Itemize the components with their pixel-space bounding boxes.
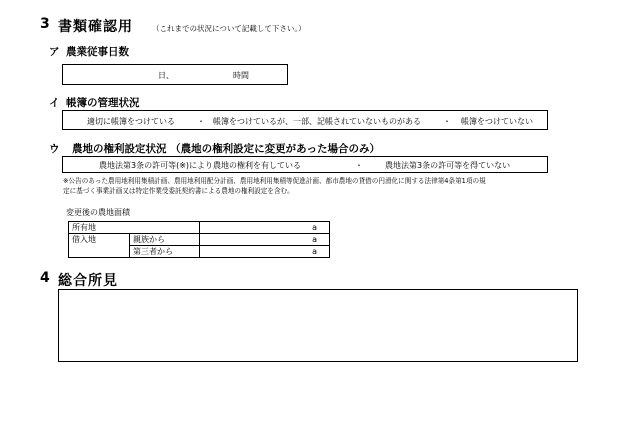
land-rights-box [62,156,548,173]
ledger-option-partial[interactable]: 帳簿をつけているが、一部、記帳されていないものがある [213,117,421,126]
owned-label: 所有地 [69,222,200,234]
days-unit: 日、 [158,71,174,80]
from-third-label: 第三者から [130,246,200,258]
third-unit: a [312,247,317,256]
rights-option-permitted[interactable]: 農地法第3条の許可等(※)により農地の権利を有している [99,161,302,170]
rights-footnote-line2: 定に基づく事業計画又は特定作業受委託契約書による農地の権利設定を含む。 [63,187,294,195]
section4-title: 総合所見 [58,273,118,289]
area-table-caption: 変更後の農地面積 [66,208,130,217]
farming-days-field[interactable] [62,64,288,85]
ledger-status-box [62,110,548,130]
part-a-label: ア [49,46,60,58]
ledger-option-none[interactable]: 帳簿をつけていない [461,117,533,126]
family-area-field[interactable] [200,234,330,246]
section3-note: （これまでの状況について記載して下さい。） [152,24,306,33]
part-u-title: 農地の権利設定状況 （農地の権利設定に変更があった場合のみ） [72,143,381,155]
ledger-separator-2: ・ [443,117,451,126]
section4-number: 4 [40,270,51,286]
owned-area-field[interactable] [200,222,330,234]
leased-label: 借入地 [69,234,130,258]
hours-unit: 時間 [233,71,249,80]
from-family-label: 親族から [130,234,200,246]
part-u-label: ウ [49,143,60,155]
rights-option-not-permitted[interactable]: 農地法第3条の許可等を得ていない [385,161,511,170]
overall-remarks-field[interactable] [58,289,578,362]
section3-title: 書類確認用 [58,19,133,35]
part-a-title: 農業従事日数 [66,46,129,58]
part-i-label: イ [49,97,60,109]
part-i-title: 帳簿の管理状況 [66,97,140,109]
third-area-field[interactable] [200,246,330,258]
table-row [69,234,330,246]
ledger-separator-1: ・ [197,117,205,126]
owned-unit: a [312,223,317,232]
rights-footnote-line1: ※公告のあった農用地利用集積計画、農用地利用配分計画、農用地利用集積等促進計画、都市農地の貸借の円滑化に関する法律第4条第1項の規 [63,177,486,185]
ledger-option-proper[interactable]: 適切に帳簿をつけている [87,117,175,126]
rights-separator: ・ [355,161,363,170]
area-table [68,221,330,258]
family-unit: a [312,235,317,244]
section3-number: 3 [40,16,51,32]
table-row [69,222,330,234]
